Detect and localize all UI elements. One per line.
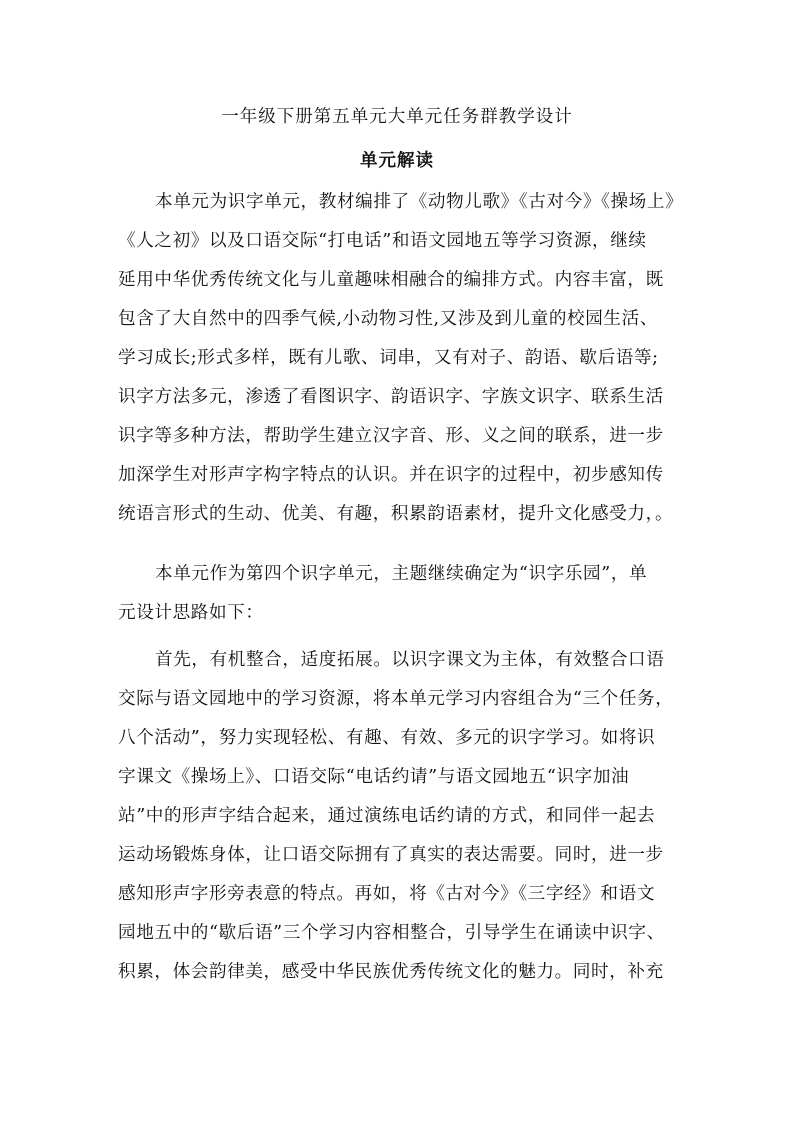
section-heading: 单元解读 [360,151,434,171]
paragraph-line: 首先，有机整合，适度拓展。以识字课文为主体，有效整合口语 [155,650,665,670]
paragraph-line: 学习成长;形式多样，既有儿歌、词串，又有对子、韵语、歇后语等; [118,348,659,368]
paragraph-line: 统语言形式的生动、优美、有趣，积累韵语素材，提升文化感受力，。 [118,504,674,524]
paragraph-line: 包含了大自然中的四季气候,小动物习性,又涉及到儿童的校园生活、 [118,309,659,329]
paragraph-line: 识字等多种方法，帮助学生建立汉字音、形、义之间的联系，进一步 [118,426,664,446]
paragraph-line: 识字方法多元，渗透了看图识字、韵语识字、字族文识字、联系生活 [118,387,664,407]
paragraph-line: 感知形声字形旁表意的特点。再如，将《古对今》《三字经》和语文 [118,884,656,904]
paragraph-line: 交际与语文园地中的学习资源，将本单元学习内容组合为“三个任务， [118,689,674,709]
paragraph-line: 加深学生对形声字构字特点的认识。并在识字的过程中，初步感知传 [118,465,664,485]
paragraph-line: 本单元为识字单元，教材编排了《动物儿歌》《古对今》《操场上》 [155,192,684,212]
paragraph-line: 字课文《操场上》、口语交际“电话约请”与语文园地五“识字加油 [118,767,630,787]
paragraph-line: 积累，体会韵律美，感受中华民族优秀传统文化的魅力。同时，补充 [118,962,664,982]
paragraph-line: 站”中的形声字结合起来，通过演练电话约请的方式，和同伴一起去 [118,806,656,826]
paragraph-line: 《人之初》以及口语交际“打电话”和语文园地五等学习资源，继续 [118,231,647,251]
paragraph-line: 延用中华优秀传统文化与儿童趣味相融合的编排方式。内容丰富，既 [118,270,664,290]
paragraph-line: 八个活动”，努力实现轻松、有趣、有效、多元的识字学习。如将识 [118,728,656,748]
document-title: 一年级下册第五单元大单元任务群教学设计 [221,107,573,127]
paragraph-line: 园地五中的“歇后语”三个学习内容相整合，引导学生在诵读中识字、 [118,923,665,943]
paragraph-line: 元设计思路如下： [118,603,264,623]
paragraph-line: 运动场锻炼身体，让口语交际拥有了真实的表达需要。同时，进一步 [118,845,664,865]
paragraph-line: 本单元作为第四个识字单元，主题继续确定为“识字乐园”，单 [155,564,648,584]
